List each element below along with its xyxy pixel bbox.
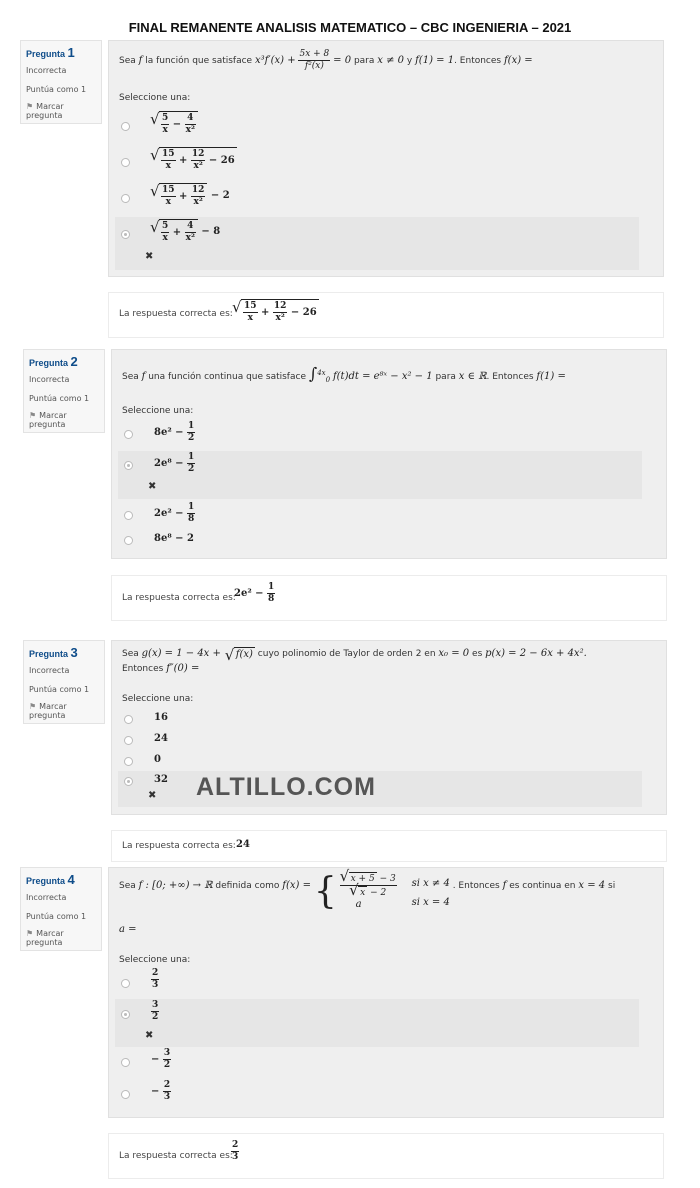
answer-option-selected[interactable]: 32 ✖ [118, 771, 642, 807]
select-label: Seleccione una: [119, 955, 191, 965]
correct-answer-value: 24 [236, 839, 250, 850]
question-info-3 [23, 640, 105, 724]
radio-button[interactable] [121, 1058, 130, 1067]
question-text: Sea f : [0; +∞) → ℝ definida como f(x) = { √ x + 5 − 3 √ x − 2 a si x ≠ 4 si x = 4 . Entonces f es continua en x = 4 si [119, 872, 615, 912]
question-points: Puntúa como 1 [29, 685, 90, 694]
question-number: Pregunta 2 [29, 354, 78, 369]
answer-option[interactable]: 8e⁸ − 2 [118, 530, 642, 550]
question-info-4 [20, 867, 102, 951]
question-text: Sea f la función que satisface x³f′(x) + $\frac{5x + 8}{\text{f²(x)}}$ = 0 para x ≠ 0 y f(1) = 1. Entonces f(x) = [119, 49, 533, 71]
incorrect-icon: ✖ [145, 251, 154, 262]
question-status: Incorrecta [26, 66, 67, 75]
incorrect-icon: ✖ [148, 481, 157, 492]
answer-option-selected[interactable]: √ $\frac{5}{x}$ + $\frac{4}{\text{x²}}$ − 8 ✖ [115, 217, 639, 270]
answer-option[interactable]: − $\frac{2}{3}$ [115, 1079, 639, 1111]
question-text-2: a = [119, 924, 137, 935]
question-text: Sea f una función continua que satisface ∫$^{4x}_0$ f(t)dt = e⁸ˣ − x² − 1 para x ∈ ℝ. Entonces f(1) = [122, 364, 566, 384]
radio-button[interactable] [121, 158, 130, 167]
answer-option[interactable]: 16 [118, 709, 642, 729]
correct-answer-label: La respuesta correcta es: [122, 841, 236, 851]
correct-answer-value: 2e² − $\frac{1}{8}$ [234, 582, 275, 604]
answer-option[interactable]: 2e² − $\frac{1}{8}$ [118, 501, 642, 529]
flag-question-link[interactable]: ⚑ Marcar pregunta [26, 102, 64, 120]
correct-answer-label: La respuesta correcta es: [122, 593, 236, 603]
flag-icon: ⚑ [29, 411, 37, 420]
radio-button[interactable] [124, 757, 133, 766]
radio-button[interactable] [124, 536, 133, 545]
radio-button[interactable] [121, 1090, 130, 1099]
answer-option[interactable]: √ $\frac{15}{x}$ + $\frac{12}{\text{x²}}$ − 26 [115, 145, 639, 179]
feedback-box-4 [108, 1133, 664, 1179]
flag-icon: ⚑ [26, 102, 34, 111]
question-box-4 [108, 867, 664, 1118]
radio-button[interactable] [121, 194, 130, 203]
question-text: Sea g(x) = 1 − 4x + √ f(x) cuyo polinomio de Taylor de orden 2 en x₀ = 0 es p(x) = 2 − 6x + 4x². [122, 647, 587, 660]
flag-question-link[interactable]: ⚑ Marcar pregunta [29, 702, 67, 720]
radio-button-selected[interactable] [121, 230, 130, 239]
feedback-box-1 [108, 292, 664, 338]
flag-question-link[interactable]: ⚑ Marcar pregunta [29, 411, 67, 429]
watermark: ALTILLO.COM [196, 773, 376, 801]
radio-button-selected[interactable] [124, 461, 133, 470]
select-label: Seleccione una: [122, 406, 194, 416]
flag-icon: ⚑ [26, 929, 34, 938]
answer-option-selected[interactable]: $\frac{3}{2}$ ✖ [115, 999, 639, 1047]
radio-button[interactable] [124, 715, 133, 724]
question-box-2 [111, 349, 667, 559]
question-info-1 [20, 40, 102, 124]
radio-button-selected[interactable] [121, 1010, 130, 1019]
answer-option[interactable]: 24 [118, 730, 642, 750]
piecewise-cases: √ x + 5 − 3 √ x − 2 a [340, 872, 397, 910]
question-number: Pregunta 1 [26, 45, 75, 60]
answer-option[interactable]: 0 [118, 751, 642, 771]
feedback-box-3 [111, 830, 667, 862]
page-title: FINAL REMANENTE ANALISIS MATEMATICO – CBC INGENIERIA – 2021 [128, 20, 572, 35]
flag-icon: ⚑ [29, 702, 37, 711]
question-status: Incorrecta [29, 375, 70, 384]
correct-answer-value: $\frac{2}{3}$ [232, 1140, 239, 1162]
question-status: Incorrecta [29, 666, 70, 675]
question-points: Puntúa como 1 [26, 85, 87, 94]
flag-question-link[interactable]: ⚑ Marcar pregunta [26, 929, 64, 947]
piecewise-brace: { [313, 871, 337, 912]
incorrect-icon: ✖ [145, 1030, 154, 1041]
radio-button[interactable] [121, 122, 130, 131]
question-box-1 [108, 40, 664, 277]
radio-button[interactable] [124, 511, 133, 520]
radio-button-selected[interactable] [124, 777, 133, 786]
piecewise-conditions: si x ≠ 4 si x = 4 [411, 878, 450, 908]
select-label: Seleccione una: [122, 694, 194, 704]
correct-answer-label: La respuesta correcta es: [119, 309, 233, 319]
question-status: Incorrecta [26, 893, 67, 902]
question-number: Pregunta 4 [26, 872, 75, 887]
question-number: Pregunta 3 [29, 645, 78, 660]
answer-option-selected[interactable]: 2e⁸ − $\frac{1}{2}$ ✖ [118, 451, 642, 499]
answer-option[interactable]: √ $\frac{15}{x}$ + $\frac{12}{\text{x²}}$ − 2 [115, 181, 639, 215]
feedback-box-2 [111, 575, 667, 621]
answer-option[interactable]: $\frac{2}{3}$ [115, 968, 639, 998]
question-points: Puntúa como 1 [29, 394, 90, 403]
question-box-3 [111, 640, 667, 815]
radio-button[interactable] [124, 430, 133, 439]
answer-option[interactable]: 8e² − $\frac{1}{2}$ [118, 420, 642, 450]
answer-option[interactable]: √ $\frac{5}{x}$ − $\frac{4}{\text{x²}}$ [115, 109, 639, 143]
select-label: Seleccione una: [119, 93, 191, 103]
question-points: Puntúa como 1 [26, 912, 87, 921]
question-info-2 [23, 349, 105, 433]
question-text-2: Entonces f″(0) = [122, 663, 200, 674]
radio-button[interactable] [124, 736, 133, 745]
incorrect-icon: ✖ [148, 790, 157, 801]
radio-button[interactable] [121, 979, 130, 988]
correct-answer-label: La respuesta correcta es: [119, 1151, 233, 1161]
correct-answer-value: √ $\frac{15}{x}$ + $\frac{12}{\text{x²}}$ − 26 [233, 299, 319, 324]
answer-option[interactable]: − $\frac{3}{2}$ [115, 1047, 639, 1079]
